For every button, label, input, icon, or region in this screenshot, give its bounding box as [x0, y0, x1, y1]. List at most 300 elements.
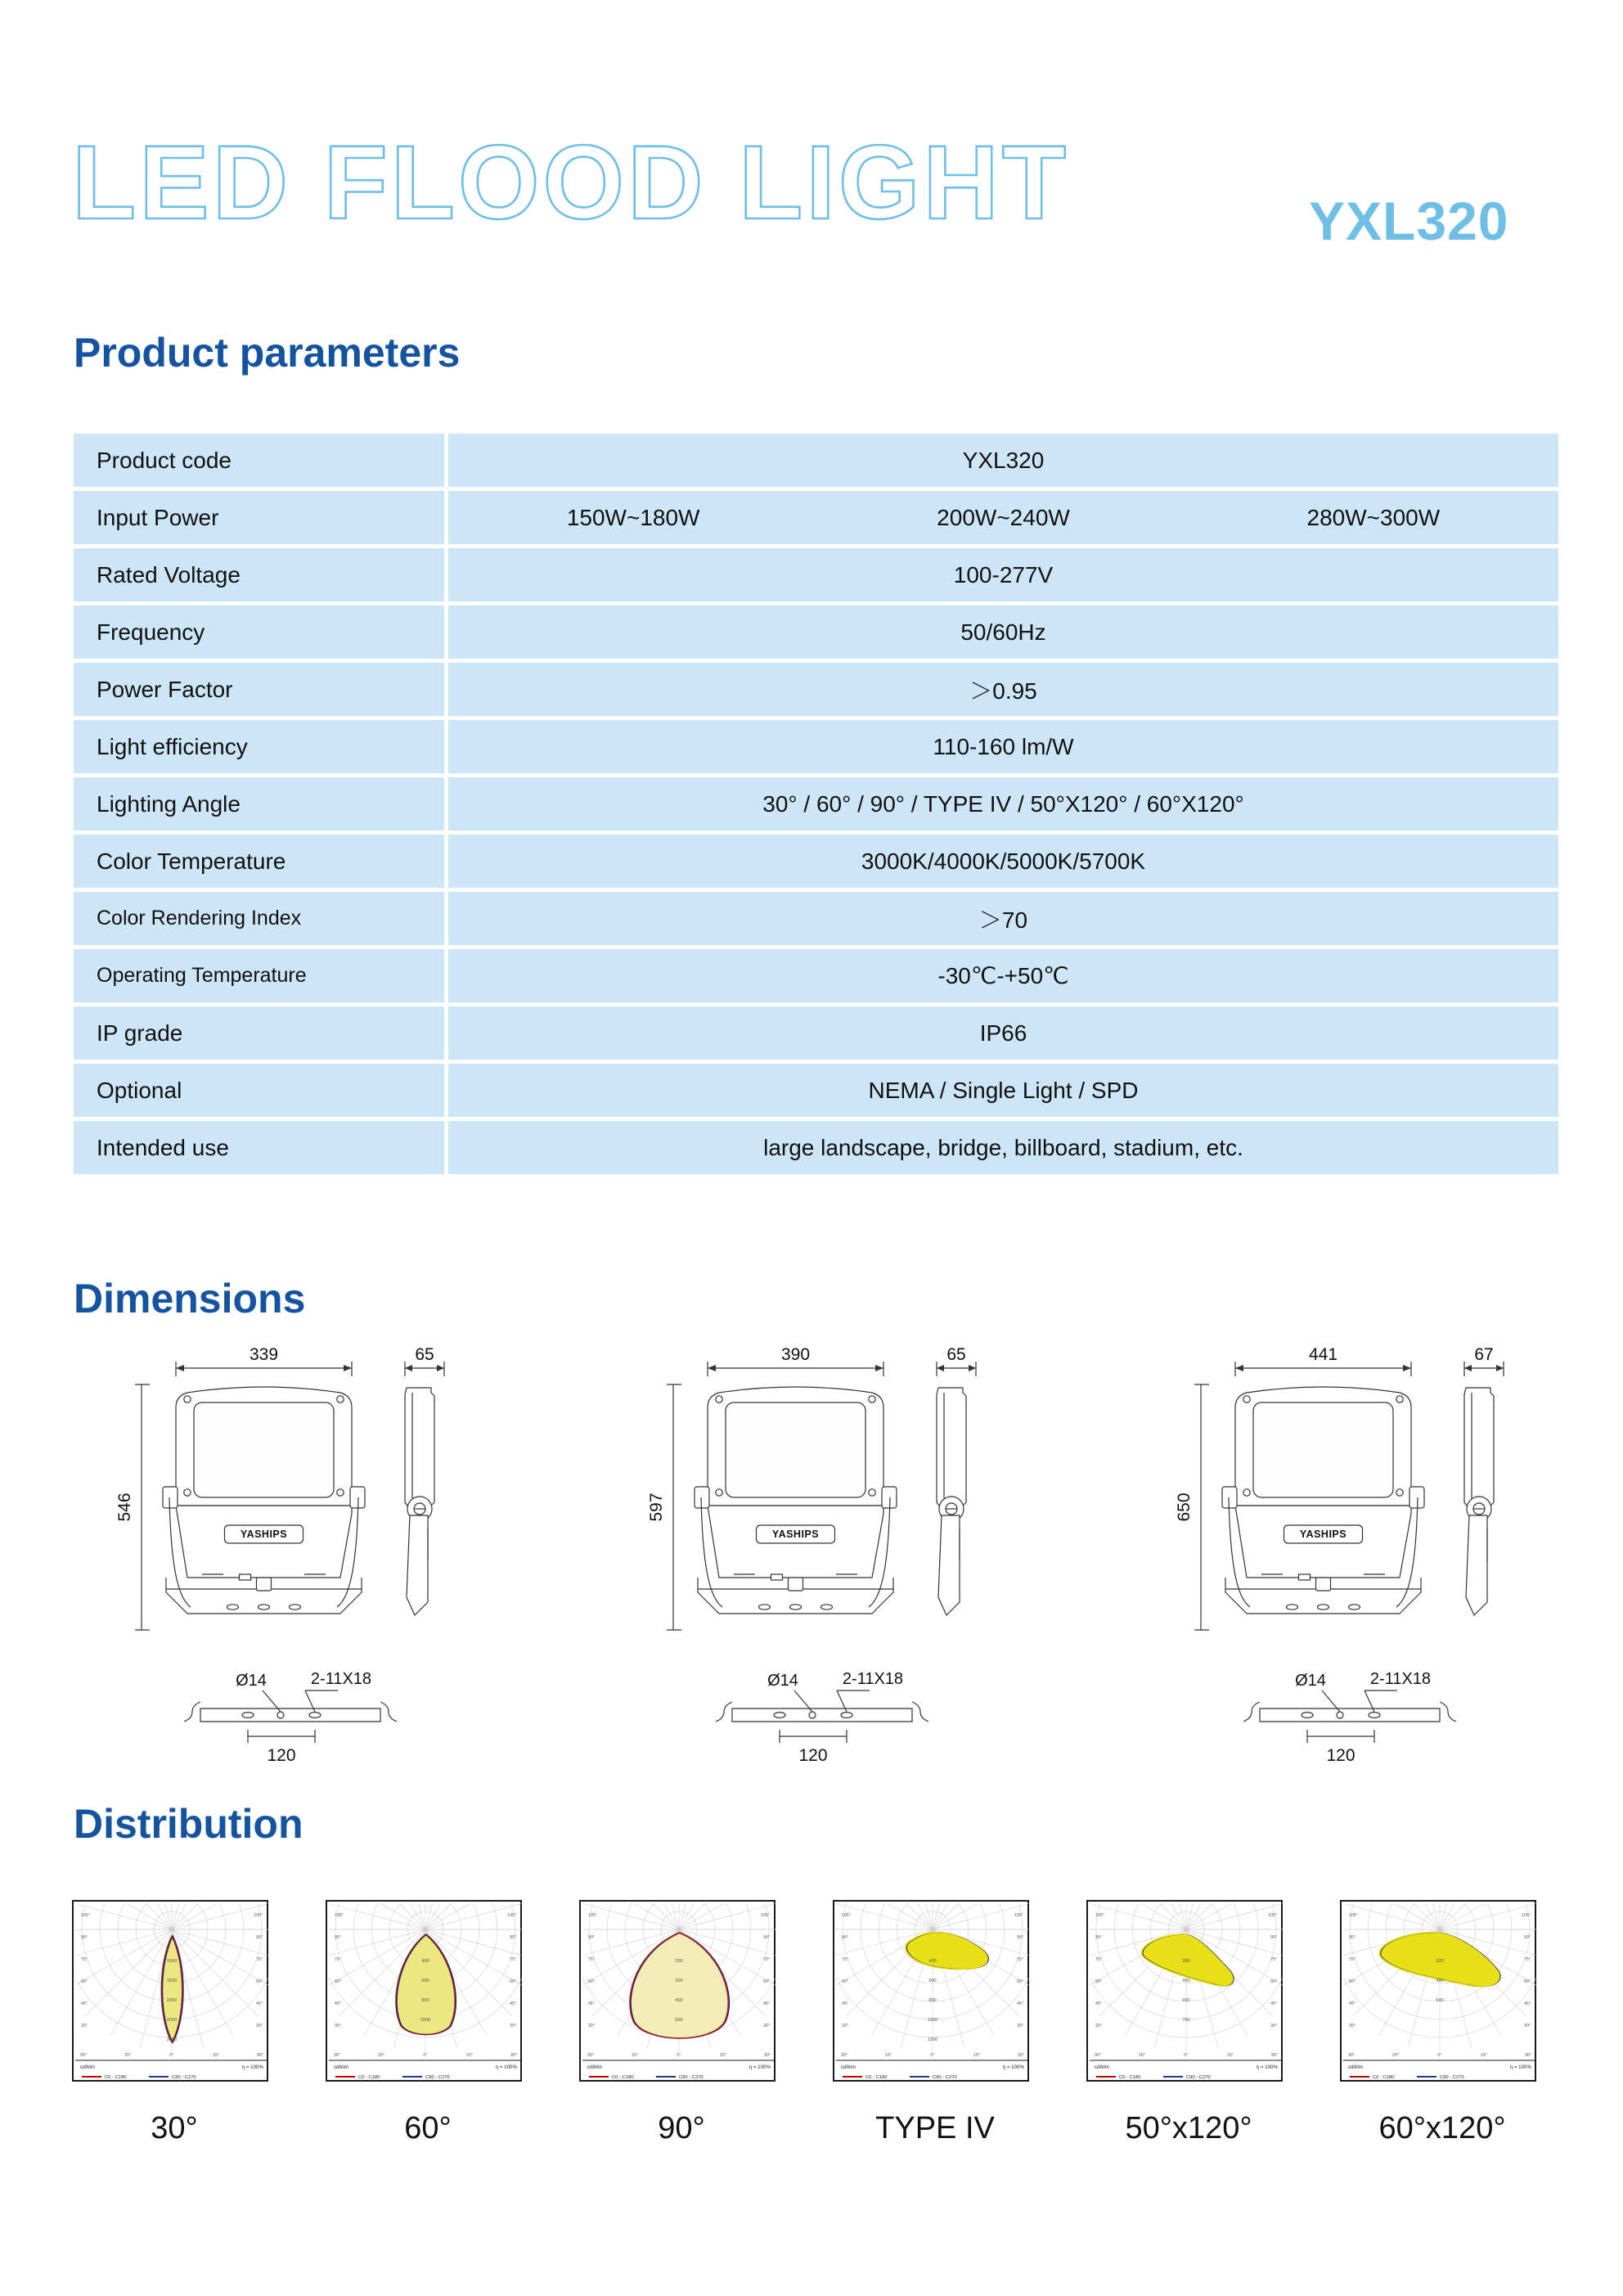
legend-unit-label: cd/klm: [334, 2064, 348, 2070]
product-model-badge: YXL320: [1309, 191, 1509, 251]
distribution-item: [833, 1900, 1037, 2146]
polar-axis-label: 30°: [333, 2053, 341, 2058]
polar-angle-label-left: 90°: [1349, 1935, 1355, 1940]
parameter-label: Product code: [74, 434, 444, 487]
base-slot-hole: [841, 1713, 852, 1718]
mount-bracket-left: [695, 1487, 709, 1508]
base-mounting-hole: [790, 1605, 802, 1609]
page-hero-title: LED FLOOD LIGHT: [72, 124, 1069, 241]
polar-axis-label: 30°: [840, 2053, 848, 2058]
polar-angle-label-left: 60°: [1095, 1979, 1102, 1984]
dimension-depth-label: 65: [415, 1345, 434, 1364]
polar-angle-label-right: 90°: [1524, 1935, 1531, 1940]
base-mounting-hole: [227, 1605, 239, 1609]
polar-diagram-box: [833, 1900, 1029, 2082]
dimension-drawing-svg: [1137, 1342, 1623, 1776]
polar-grid: [834, 1902, 1031, 2052]
table-row: [74, 548, 1558, 601]
polar-angle-label-left: 105°: [842, 1913, 851, 1918]
depth-arrow-left: [937, 1365, 944, 1371]
polar-angle-label-left: 30°: [842, 2024, 848, 2028]
candela-ring-label: 300: [1182, 1959, 1190, 1964]
candela-ring-label: 600: [1182, 1998, 1190, 2003]
polar-angle-label-left: 105°: [1349, 1913, 1358, 1918]
polar-grid-spoke: [1353, 1902, 1440, 1929]
table-row: [74, 892, 1558, 945]
distribution-caption: 50°x120°: [1125, 2111, 1252, 2145]
table-row: [74, 777, 1558, 831]
plate-end-left: [184, 1702, 200, 1722]
lens-panel: [726, 1402, 865, 1497]
depth-arrow-left: [1464, 1365, 1472, 1371]
polar-axis-label: 15°: [124, 2053, 132, 2058]
section-heading-distribution: Distribution: [74, 1801, 303, 1847]
parameter-label: Operating Temperature: [74, 949, 444, 1002]
polar-grid-spoke: [933, 1902, 1019, 1929]
polar-axis-label: 0°: [169, 2053, 174, 2058]
polar-angle-label-left: 105°: [1095, 1913, 1104, 1918]
polar-angle-label-left: 90°: [335, 1935, 341, 1940]
distribution-item: [1086, 1900, 1291, 2146]
polar-grid-spoke: [172, 1902, 259, 1929]
base-slot-hole: [1369, 1713, 1380, 1718]
polar-angle-label-right: 75°: [1270, 1957, 1277, 1962]
base-mounting-hole: [1349, 1605, 1360, 1609]
candela-ring-label: 1000: [420, 2018, 431, 2023]
candela-ring-label: 3000: [166, 2037, 178, 2042]
candela-ring-label: 1000: [166, 1959, 178, 1964]
parameter-value-option: 280W~300W: [1306, 504, 1441, 530]
candela-ring-label: 400: [928, 1959, 937, 1964]
polar-diagram-box: [1086, 1900, 1283, 2082]
polar-angle-label-right: 45°: [1017, 2001, 1023, 2006]
lens-panel: [1253, 1402, 1393, 1497]
table-row: [74, 491, 1558, 544]
polar-angle-label-left: 45°: [81, 2001, 88, 2006]
candela-ring-label: 1500: [166, 1979, 178, 1983]
slot-spec-label: 2-11X18: [1369, 1670, 1432, 1688]
polar-angle-label-left: 90°: [842, 1935, 848, 1940]
polar-axis-label: 30°: [763, 2053, 771, 2058]
legend-label-c0: C0 - C180: [1119, 2075, 1141, 2080]
polar-grid-spoke: [1099, 1902, 1186, 1929]
legend-efficiency-label: η = 100%: [749, 2064, 771, 2070]
base-round-hole: [277, 1712, 284, 1718]
candela-ring-label: 2500: [166, 2018, 178, 2023]
base-mounting-hole: [821, 1605, 833, 1609]
polar-angle-label-right: 60°: [510, 1979, 516, 1984]
polar-axis-label: 0°: [677, 2053, 681, 2058]
polar-axis-label: 30°: [256, 2053, 264, 2058]
polar-angle-label-left: 105°: [335, 1913, 344, 1918]
parameter-value: 3000K/4000K/5000K/5700K: [448, 835, 1558, 888]
polar-diagram-svg: [1088, 1902, 1284, 2083]
polar-angle-label-right: 30°: [1524, 2024, 1531, 2028]
side-view-housing: [938, 1515, 960, 1615]
base-mounting-hole: [1318, 1605, 1329, 1609]
polar-angle-label-left: 60°: [335, 1979, 341, 1984]
legend-unit-label: cd/klm: [1095, 2064, 1109, 2070]
corner-screw: [869, 1396, 875, 1402]
polar-grid-spoke: [172, 1929, 270, 1961]
corner-screw: [337, 1489, 344, 1496]
polar-angle-label-left: 75°: [842, 1957, 848, 1962]
legend-unit-label: cd/klm: [841, 2064, 856, 2070]
side-view-head: [405, 1388, 434, 1509]
polar-angle-label-left: 45°: [1095, 2001, 1102, 2006]
legend-label-c0: C0 - C180: [865, 2075, 888, 2080]
candela-ring-label: 600: [928, 1979, 937, 1983]
distribution-item: [579, 1900, 784, 2146]
distribution-item: [72, 1900, 276, 2146]
polar-angle-label-right: 90°: [1017, 1935, 1023, 1940]
base-mounting-hole: [259, 1605, 270, 1609]
parameter-value: 30° / 60° / 90° / TYPE IV / 50°X120° / 60°X120°: [448, 777, 1558, 831]
distribution-caption: 90°: [658, 2111, 705, 2145]
polar-grid-spoke: [592, 1902, 679, 1929]
polar-diagram-svg: [834, 1902, 1031, 2083]
polar-axis-label: 15°: [973, 2053, 981, 2058]
candela-ring-label: 450: [1182, 1979, 1190, 1983]
polar-grid-spoke: [846, 1902, 933, 1929]
polar-grid-spoke: [1440, 1902, 1526, 1929]
polar-axis-label: 0°: [1184, 2053, 1189, 2058]
polar-axis-label: 30°: [79, 2053, 88, 2058]
width-arrow-left: [1235, 1365, 1243, 1371]
parameter-value: 50/60Hz: [448, 606, 1558, 659]
polar-diagram-svg: [74, 1902, 270, 2083]
side-view-housing: [1466, 1515, 1487, 1615]
corner-screw: [1243, 1489, 1250, 1496]
candela-ring-label: 400: [675, 1998, 683, 2003]
polar-angle-label-right: 105°: [761, 1913, 770, 1918]
hole-diameter-label: Ø14: [236, 1672, 267, 1690]
polar-angle-label-right: 75°: [1017, 1957, 1023, 1962]
dimension-height-label: 597: [647, 1492, 666, 1522]
polar-angle-label-right: 60°: [1017, 1979, 1023, 1984]
parameter-value: [448, 491, 1558, 544]
polar-angle-label-right: 30°: [763, 2024, 770, 2028]
parameter-label: Light efficiency: [74, 720, 444, 773]
polar-angle-label-left: 45°: [842, 2001, 848, 2006]
base-slot-hole: [774, 1713, 785, 1718]
distribution-item: [326, 1900, 530, 2146]
base-plate-profile: [200, 1708, 380, 1722]
parameter-label: Input Power: [74, 491, 444, 544]
cable-gland: [1316, 1578, 1331, 1591]
polar-diagram-box: [579, 1900, 776, 2082]
parameter-value-option: 150W~180W: [566, 504, 700, 530]
table-row: [74, 434, 1558, 487]
polar-angle-label-right: 60°: [1270, 1979, 1277, 1984]
candela-ring-label: 600: [421, 1979, 429, 1983]
polar-angle-label-right: 105°: [1014, 1913, 1023, 1918]
polar-angle-label-left: 45°: [588, 2001, 595, 2006]
corner-screw: [184, 1396, 191, 1402]
table-row: [74, 949, 1558, 1002]
width-arrow-right: [344, 1365, 352, 1371]
polar-angle-label-left: 45°: [1349, 2001, 1355, 2006]
candela-ring-label: 2000: [166, 1998, 178, 2003]
depth-arrow-right: [437, 1365, 444, 1371]
parameter-value: 100-277V: [448, 548, 1558, 601]
polar-angle-label-left: 45°: [335, 2001, 341, 2006]
parameter-label: Rated Voltage: [74, 548, 444, 601]
polar-axis-label: 30°: [1094, 2053, 1102, 2058]
polar-angle-label-right: 105°: [507, 1913, 516, 1918]
parameter-label: Color Rendering Index: [74, 892, 444, 945]
polar-axis-label: 15°: [377, 2053, 385, 2058]
side-view-housing: [407, 1515, 428, 1615]
plate-end-left: [716, 1702, 732, 1722]
polar-angle-label-right: 30°: [1017, 2024, 1023, 2028]
legend-efficiency-label: η = 100%: [1509, 2064, 1531, 2070]
width-arrow-left: [708, 1365, 716, 1371]
polar-angle-label-left: 30°: [1349, 2024, 1355, 2028]
polar-angle-label-left: 30°: [1095, 2024, 1102, 2028]
base-slot-hole: [242, 1713, 254, 1718]
polar-diagram-svg: [581, 1902, 777, 2083]
polar-angle-label-left: 90°: [81, 1935, 88, 1940]
base-mounting-hole: [1287, 1605, 1298, 1609]
brand-label: YASHIPS: [240, 1528, 288, 1540]
legend-label-c90: C90 - C270: [679, 2075, 704, 2080]
polar-grid-spoke: [679, 1902, 766, 1929]
parameter-label: Lighting Angle: [74, 777, 444, 831]
base-plate-profile: [732, 1708, 912, 1722]
base-mounting-hole: [759, 1605, 771, 1609]
dimension-drawing-1: [78, 1342, 585, 1776]
base-round-hole: [1337, 1712, 1343, 1718]
beam-curve-c90: [906, 1933, 988, 1970]
polar-axis-label: 15°: [212, 2053, 220, 2058]
polar-axis-label: 15°: [1391, 2053, 1400, 2058]
legend-label-c90: C90 - C270: [425, 2075, 450, 2080]
base-round-hole: [809, 1712, 816, 1718]
distribution-caption: 60°x120°: [1378, 2111, 1506, 2145]
brand-label: YASHIPS: [771, 1528, 820, 1540]
polar-grid-spoke: [172, 1929, 259, 2016]
corner-screw: [1396, 1396, 1403, 1402]
dimension-drawing-svg: [78, 1342, 585, 1776]
polar-grid-spoke: [339, 1902, 425, 1929]
polar-grid-spoke: [74, 1929, 172, 1961]
parameter-label: Color Temperature: [74, 835, 444, 888]
lens-panel: [194, 1402, 334, 1497]
polar-angle-label-left: 60°: [81, 1979, 88, 1984]
polar-axis-label: 15°: [1226, 2053, 1234, 2058]
polar-axis-label: 15°: [884, 2053, 892, 2058]
polar-angle-label-left: 30°: [588, 2024, 595, 2028]
polar-angle-label-right: 45°: [763, 2001, 770, 2006]
polar-angle-label-left: 90°: [1095, 1935, 1102, 1940]
parameter-label: IP grade: [74, 1006, 444, 1060]
parameter-label: Intended use: [74, 1121, 444, 1174]
polar-angle-label-right: 90°: [763, 1935, 770, 1940]
candela-ring-label: 800: [928, 1998, 937, 2003]
dimension-width-label: 441: [1308, 1345, 1338, 1364]
polar-angle-label-left: 60°: [842, 1979, 848, 1984]
polar-diagram-box: [72, 1900, 268, 2082]
dimension-depth-label: 65: [946, 1345, 966, 1364]
corner-screw: [716, 1489, 722, 1496]
legend-label-c0: C0 - C180: [1373, 2075, 1395, 2080]
mount-bracket-right: [350, 1487, 365, 1508]
polar-diagram-box: [1340, 1900, 1536, 2082]
candela-ring-label: 480: [1436, 1979, 1444, 1983]
legend-efficiency-label: η = 100%: [241, 2064, 263, 2070]
polar-angle-label-right: 45°: [1524, 2001, 1531, 2006]
base-mounting-hole: [290, 1605, 301, 1609]
polar-angle-label-right: 90°: [256, 1935, 263, 1940]
polar-diagram-box: [326, 1900, 522, 2082]
polar-axis-label: 30°: [1524, 2053, 1532, 2058]
polar-angle-label-left: 75°: [1095, 1957, 1102, 1962]
hole-spacing-label: 120: [798, 1746, 828, 1765]
hole-diameter-label: Ø14: [1295, 1672, 1326, 1690]
polar-axis-label: 15°: [1138, 2053, 1146, 2058]
polar-angle-label-left: 60°: [1349, 1979, 1355, 1984]
polar-angle-label-left: 60°: [588, 1979, 595, 1984]
polar-grid-spoke: [85, 1902, 172, 1929]
legend-label-c90: C90 - C270: [172, 2075, 196, 2080]
polar-axis-label: 30°: [587, 2053, 595, 2058]
polar-grid-spoke: [1186, 1902, 1273, 1929]
parameter-value: ＞0.95: [448, 663, 1558, 716]
table-row: [74, 1006, 1558, 1060]
polar-angle-label-right: 75°: [256, 1957, 263, 1962]
legend-unit-label: cd/klm: [80, 2064, 95, 2070]
dimension-drawing-2: [609, 1342, 1117, 1776]
width-arrow-right: [875, 1365, 883, 1371]
candela-ring-label: 320: [1436, 1959, 1444, 1964]
section-heading-dimensions: Dimensions: [74, 1276, 306, 1321]
distribution-caption: 60°: [404, 2111, 452, 2145]
polar-axis-label: 30°: [1347, 2053, 1355, 2058]
legend-label-c90: C90 - C270: [933, 2075, 957, 2080]
housing-vent-left: [771, 1574, 783, 1580]
candela-ring-label: 750: [1182, 2018, 1190, 2023]
parameter-value: -30℃-+50℃: [448, 949, 1558, 1002]
polar-angle-label-right: 75°: [510, 1957, 516, 1962]
polar-angle-label-right: 45°: [256, 2001, 263, 2006]
polar-angle-label-right: 90°: [1270, 1935, 1277, 1940]
parameter-value: large landscape, bridge, billboard, stadium, etc.: [448, 1121, 1558, 1174]
side-view-head: [1464, 1388, 1494, 1509]
section-heading-parameters: Product parameters: [74, 330, 461, 376]
dimension-drawing-svg: [609, 1342, 1117, 1776]
corner-screw: [1396, 1489, 1403, 1496]
dimension-depth-label: 67: [1474, 1345, 1494, 1364]
side-view-head: [937, 1388, 966, 1509]
parameter-value: 110-160 lm/W: [448, 720, 1558, 773]
polar-angle-label-right: 30°: [510, 2024, 516, 2028]
polar-axis-label: 0°: [423, 2053, 428, 2058]
polar-angle-label-left: 30°: [335, 2024, 341, 2028]
table-row: [74, 663, 1558, 716]
distribution-caption: TYPE IV: [875, 2111, 995, 2145]
hole-spacing-label: 120: [1326, 1746, 1355, 1765]
corner-screw: [1243, 1396, 1250, 1402]
depth-arrow-right: [969, 1365, 976, 1371]
polar-angle-label-right: 75°: [1524, 1957, 1531, 1962]
polar-diagram-svg: [327, 1902, 524, 2083]
dimension-drawing-3: [1137, 1342, 1623, 1776]
slot-spec-label: 2-11X18: [310, 1670, 372, 1688]
distribution-item: [1340, 1900, 1544, 2146]
dimension-height-label: 546: [115, 1492, 134, 1522]
polar-angle-label-right: 60°: [1524, 1979, 1531, 1984]
polar-grid-spoke: [85, 1929, 172, 2016]
mount-bracket-right: [1409, 1487, 1424, 1508]
candela-ring-label: 500: [675, 2018, 683, 2023]
polar-axis-label: 15°: [465, 2053, 474, 2058]
legend-label-c90: C90 - C270: [1440, 2075, 1464, 2080]
polar-grid-spoke: [425, 1902, 512, 1929]
polar-angle-label-right: 60°: [256, 1979, 263, 1984]
legend-unit-label: cd/klm: [1348, 2064, 1363, 2070]
polar-angle-label-left: 90°: [588, 1935, 595, 1940]
polar-angle-label-right: 105°: [254, 1913, 263, 1918]
table-row: [74, 1121, 1558, 1174]
candela-ring-label: 200: [675, 1959, 683, 1964]
housing-vent-left: [1299, 1574, 1311, 1580]
plate-end-right: [1440, 1702, 1456, 1722]
legend-label-c0: C0 - C180: [105, 2075, 127, 2080]
brand-label: YASHIPS: [1299, 1528, 1347, 1540]
parameter-value: ＞70: [448, 892, 1558, 945]
parameter-label: Optional: [74, 1064, 444, 1117]
corner-screw: [184, 1489, 191, 1496]
polar-angle-label-left: 75°: [1349, 1957, 1355, 1962]
housing-vent-left: [240, 1574, 251, 1580]
legend-efficiency-label: η = 100%: [1256, 2064, 1278, 2070]
depth-arrow-right: [1496, 1365, 1504, 1371]
parameter-value-option: 200W~240W: [937, 504, 1070, 530]
table-row: [74, 1064, 1558, 1117]
parameter-label: Power Factor: [74, 663, 444, 716]
candela-ring-label: 800: [421, 1998, 429, 2003]
polar-angle-label-right: 105°: [1268, 1913, 1277, 1918]
dimension-height-label: 650: [1175, 1492, 1194, 1522]
corner-screw: [716, 1396, 722, 1402]
mount-bracket-left: [163, 1487, 178, 1508]
cable-gland: [257, 1578, 272, 1591]
candela-ring-label: 400: [421, 1959, 429, 1964]
polar-angle-label-left: 30°: [81, 2024, 88, 2028]
legend-label-c90: C90 - C270: [1186, 2075, 1211, 2080]
candela-ring-label: 300: [675, 1979, 683, 1983]
table-row: [74, 606, 1558, 659]
dimension-width-label: 339: [249, 1345, 279, 1364]
polar-axis-label: 30°: [510, 2053, 518, 2058]
hole-spacing-label: 120: [267, 1746, 296, 1765]
table-row: [74, 720, 1558, 773]
corner-screw: [337, 1396, 344, 1402]
candela-ring-label: 1000: [927, 2018, 938, 2023]
polar-angle-label-right: 75°: [763, 1957, 770, 1962]
candela-ring-label: 640: [1436, 1998, 1444, 2003]
polar-axis-label: 0°: [1437, 2053, 1442, 2058]
table-row: [74, 835, 1558, 888]
legend-label-c0: C0 - C180: [612, 2075, 634, 2080]
depth-arrow-left: [405, 1365, 412, 1371]
polar-axis-label: 30°: [1270, 2053, 1279, 2058]
polar-angle-label-left: 75°: [588, 1957, 595, 1962]
cable-gland: [789, 1578, 803, 1591]
base-slot-hole: [309, 1713, 321, 1718]
base-plate-profile: [1260, 1708, 1440, 1722]
